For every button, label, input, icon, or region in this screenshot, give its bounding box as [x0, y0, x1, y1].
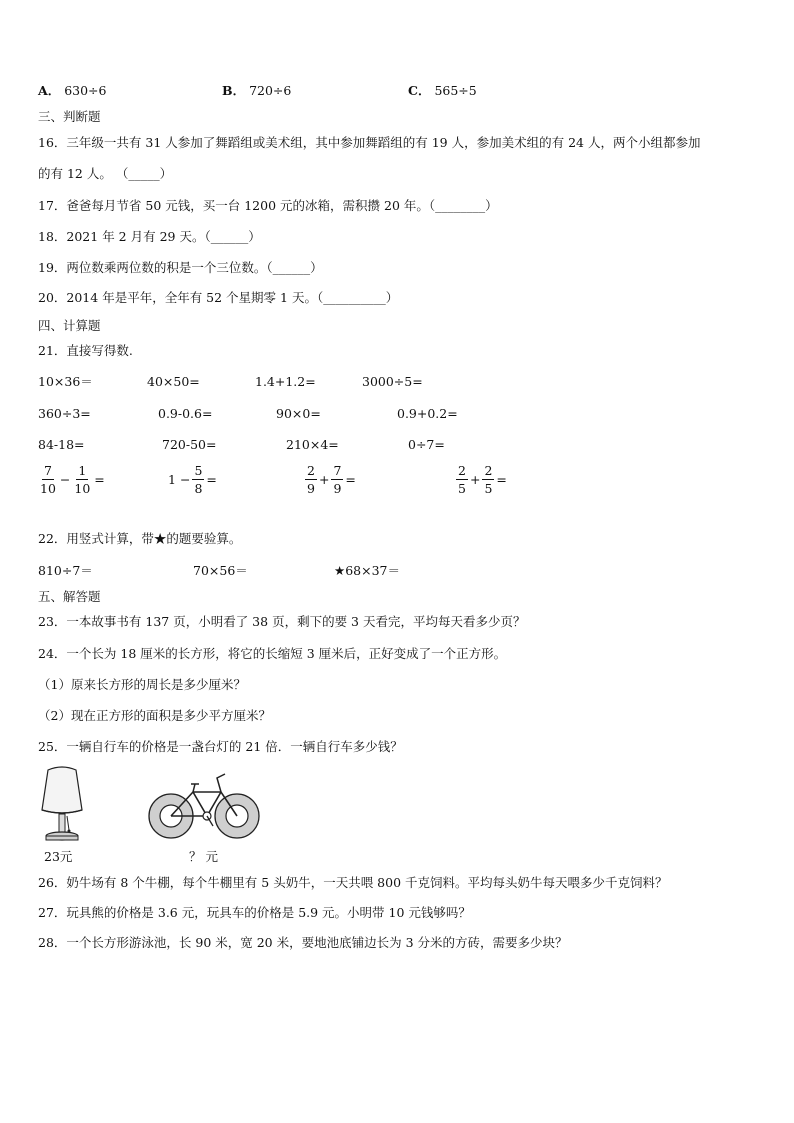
question-21-title: 21．直接写得数.: [38, 343, 133, 358]
fraction: [72, 464, 92, 495]
option-letter: A．: [38, 83, 61, 98]
equals: =: [496, 472, 507, 488]
equals: =: [345, 472, 356, 488]
question-26: 26．奶牛场有 8 个牛棚，每个牛棚里有 5 头奶牛，一天共喂 800 千克饲料。平均每头奶牛每天喂多少千克饲料？: [38, 875, 668, 890]
operator: +: [318, 472, 330, 488]
vertical-calc-item: 70×56＝: [193, 563, 248, 578]
denominator: 10: [74, 481, 91, 497]
option-expression: 720÷6: [249, 83, 292, 98]
numerator: 7: [42, 464, 54, 480]
fraction: [192, 464, 204, 495]
operator: +: [469, 472, 481, 488]
table-lamp-picture: [36, 764, 94, 846]
denominator: 5: [458, 481, 466, 497]
numerator: 2: [482, 464, 494, 480]
calc-item: 10×36＝: [38, 374, 93, 389]
denominator: 8: [194, 481, 203, 497]
question-20: 20．2014 年是平年，全年有 52 个星期零 1 天。（__________）: [38, 290, 399, 305]
section-heading-solve: 五、解答题: [38, 589, 101, 604]
option-letter: B．: [222, 83, 246, 98]
calc-item: 84-18=: [38, 437, 85, 452]
question-24-sub2: （2）现在正方形的面积是多少平方厘米？: [38, 708, 271, 723]
fraction: [456, 464, 468, 495]
question-18: 18．2021 年 2 月有 29 天。（______）: [38, 229, 261, 244]
calc-item: 0.9-0.6=: [158, 406, 213, 421]
calc-item: 0.9+0.2=: [397, 406, 458, 421]
numerator: 7: [331, 464, 343, 480]
numerator: 2: [456, 464, 468, 480]
question-23: 23．一本故事书有 137 页，小明看了 38 页，剩下的要 3 天看完，平均每天看多少页？: [38, 614, 526, 629]
option-b: [222, 85, 291, 98]
numerator: 2: [305, 464, 317, 480]
calc-item: 1.4+1.2=: [255, 374, 316, 389]
denominator: 9: [307, 481, 315, 497]
calc-item: 720-50=: [162, 437, 217, 452]
fraction: [331, 464, 343, 495]
vertical-calc-item: 810÷7＝: [38, 563, 93, 578]
operator: −: [179, 472, 191, 488]
bicycle-picture: [147, 770, 263, 842]
question-22-title: 22．用竖式计算，带★的题要验算。: [38, 531, 242, 546]
numerator: 5: [192, 464, 204, 480]
calc-item: 0÷7=: [408, 437, 445, 452]
calc-item: 40×50=: [147, 374, 200, 389]
fraction-expression: [166, 464, 219, 495]
bicycle-price-label: ？ 元: [189, 849, 218, 864]
calc-item: 360÷3=: [38, 406, 91, 421]
fraction-expression: [456, 464, 509, 495]
option-letter: C．: [408, 83, 431, 98]
operator: −: [59, 472, 71, 488]
question-25-stem: 25．一辆自行车的价格是一盏台灯的 21 倍．一辆自行车多少钱？: [38, 739, 403, 754]
question-27: 27．玩具熊的价格是 3.6 元，玩具车的价格是 5.9 元。小明带 10 元钱够吗？: [38, 905, 471, 920]
denominator: 10: [40, 481, 56, 497]
calc-item: 3000÷5=: [362, 374, 423, 389]
fraction-expression: [38, 464, 107, 495]
option-expression: 630÷6: [64, 83, 107, 98]
option-a: [38, 85, 106, 98]
calc-item: 210×4=: [286, 437, 339, 452]
question-19: 19．两位数乘两位数的积是一个三位数。（______）: [38, 260, 323, 275]
calc-item: 90×0=: [276, 406, 321, 421]
numerator: 1: [76, 464, 88, 480]
section-heading-calc: 四、计算题: [38, 318, 101, 333]
question-16-line2: 的有 12 人。 （_____）: [38, 166, 173, 181]
question-17: 17．爸爸每月节省 50 元钱，买一台 1200 元的冰箱，需积攒 20 年。（________）: [38, 198, 498, 213]
denominator: 5: [484, 481, 493, 497]
option-c: [408, 85, 477, 98]
vertical-calc-item: ★68×37＝: [334, 563, 400, 578]
equals: =: [206, 472, 217, 488]
lamp-price-label: 23元: [44, 849, 73, 864]
question-28: 28．一个长方形游泳池，长 90 米，宽 20 米，要地池底铺边长为 3 分米的方砖，需要多少块？: [38, 935, 568, 950]
fraction: [482, 464, 494, 495]
question-16-line1: 16．三年级一共有 31 人参加了舞蹈组或美术组，其中参加舞蹈组的有 19 人，参加美术组的有 24 人，两个小组都参加: [38, 135, 701, 150]
whole-number: 1: [168, 472, 176, 488]
fraction: [38, 464, 58, 495]
section-heading-judge: 三、判断题: [38, 109, 101, 124]
denominator: 9: [333, 481, 342, 497]
question-24-stem: 24．一个长为 18 厘米的长方形，将它的长缩短 3 厘米后，正好变成了一个正方形。: [38, 646, 507, 661]
equals: =: [94, 472, 105, 488]
question-24-sub1: （1）原来长方形的周长是多少厘米？: [38, 677, 246, 692]
option-expression: 565÷5: [434, 83, 477, 98]
fraction-expression: [305, 464, 358, 495]
fraction: [305, 464, 317, 495]
